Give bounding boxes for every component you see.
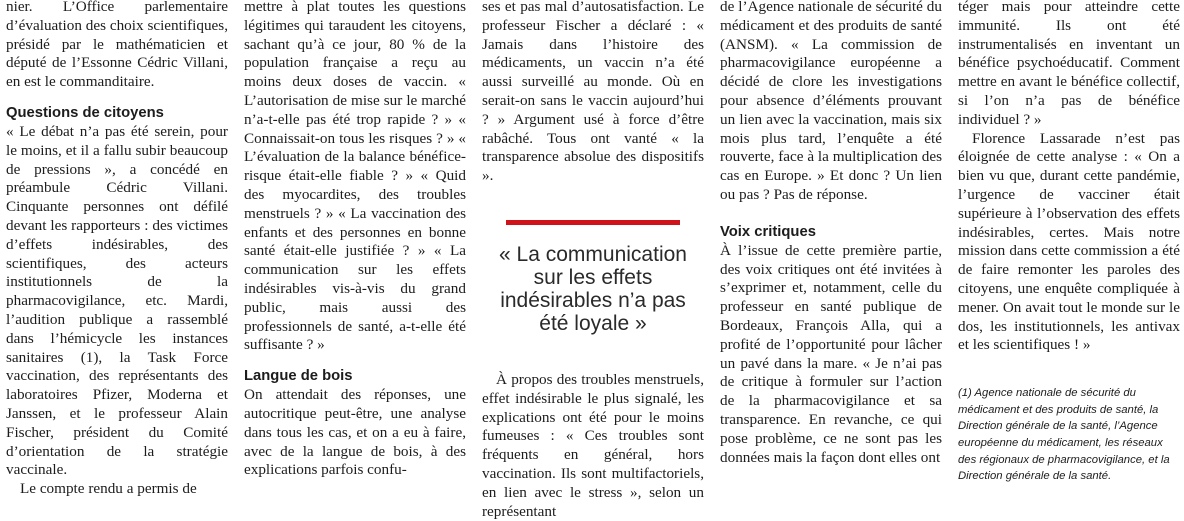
body-paragraph: ses et pas mal d’autosatisfaction. Le professeur Fischer a déclaré : « Jamais dans l’histoire des médicaments, un vaccin n’a été aussi surveillé au monde. Où en serait-on sans le vaccin aujourd’hui ? » Argument usé à force d’être rabâché. Tous ont vanté « la transparence absolue des dispositifs ». xyxy=(482,0,704,185)
article-column-1 xyxy=(6,0,228,498)
body-paragraph: mettre à plat toutes les questions légitimes qui taraudent les citoyens, sachant qu’à ce jour, 80 % de la population française a reçu au moins deux doses de vaccin. « L’autorisation de mise sur le marché n’a-t-elle pas été trop rapide ? » « Connaissait-on tous les risques ? » « L’évaluation de la balance bénéfice-risque était-elle fiable ? » « Quid des myocardites, des troubles menstruels ? » « La vaccination des enfants et des personnes en bonne santé était-elle justifiée ? » « La communication sur les effets indésirables vis-à-vis du grand public, mais aussi des professionnels de santé, a-t-elle été suffisante ? » xyxy=(244,0,466,354)
body-paragraph: « Le débat n’a pas été serein, pour le moins, et il a fallu subir beaucoup de pressions », a concédé en préambule Cédric Villani. Cinquante personnes ont défilé devant les rapporteurs : des victimes d’effets indésirables, des scientifiques, des acteurs institutionnels de la pharmacovigilance, etc. Mardi, l’audition publique a rassemblé dans l’hémicycle les instances sanitaires (1), la Task Force vaccination, des représentants des laboratoires Pfizer, Moderna et Janssen, et le professeur Alain Fischer, président du Comité d’orientation de la stratégie vaccinale. xyxy=(6,122,228,479)
pull-quote: « La communication sur les effets indésirables n’a pas été loyale » xyxy=(499,242,687,335)
section-heading: Langue de bois xyxy=(244,368,353,385)
body-paragraph: de l’Agence nationale de sécurité du médicament et des produits de santé (ANSM). « La commission de pharmacovigilance européenne a décidé de clore les investigations pour absence d’éléments prouvant un lien avec la vaccination, mais six mois plus tard, l’enquête a été rouverte, face à la multiplication des cas en Europe. » Et donc ? Un lien ou pas ? Pas de réponse. xyxy=(720,0,942,203)
body-paragraph: téger mais pour atteindre cette immunité. Ils ont été instrumentalisés en inventant un bénéfice psychoéducatif. Comment mettre en avant le bénéfice collectif, si l’on n’a pas de bénéfice individuel ? » xyxy=(958,0,1180,128)
section-heading: Voix critiques xyxy=(720,223,816,240)
body-paragraph: À propos des troubles menstruels, effet indésirable le plus signalé, les explications ont été pour le moins fumeuses : « Ces troubles sont fréquents en général, hors vaccination. Ils sont multifactoriels, en lien avec le stress », selon un représentant xyxy=(482,370,704,520)
article-column-3 xyxy=(482,0,704,520)
body-paragraph: Le compte rendu a permis de xyxy=(20,480,197,498)
article-column-2 xyxy=(244,0,466,488)
article-column-4 xyxy=(720,0,942,488)
body-paragraph: nier. L’Office parlementaire d’évaluation des choix scientifiques, présidé par le mathématicien et député de l’Essonne Cédric Villani, en est le commanditaire. xyxy=(6,0,228,91)
pull-quote-accent-bar xyxy=(506,220,680,225)
body-paragraph: On attendait des réponses, une autocritique peut-être, une analyse dans tous les cas, et on a eu à faire, avec de la langue de bois, à des explications parfois confu- xyxy=(244,386,466,479)
body-paragraph: À l’issue de cette première partie, des voix critiques ont été invitées à s’exprimer et, notamment, celle du professeur en santé publique de Bordeaux, François Alla, qui a profité de l’opportunité pour lâcher un pavé dans la mare. « Je n’ai pas de critique à formuler sur l’action de la pharmacovigilance et sa transparence. En revanche, ce qui pose problème, ce ne sont pas les données mais la façon dont elles ont xyxy=(720,241,942,466)
section-heading: Questions de citoyens xyxy=(6,104,164,121)
article-column-5 xyxy=(958,0,1180,488)
body-paragraph: Florence Lassarade n’est pas éloignée de cette analyse : « On a bien vu que, durant cette pandémie, l’urgence de vacciner était supérieure à l’observation des effets indésirables, certes. Mais notre mission dans cette commission a été de faire remonter les paroles des citoyens, une enquête compliquée à mener. On avait tout le monde sur le dos, les institutionnels, les antivax et les scientifiques ! » xyxy=(958,129,1180,354)
footnote: (1) Agence nationale de sécurité du médicament et des produits de santé, la Direction générale de la santé, l’Agence européenne du médicament, les réseaux des régionaux de pharmacovigilance, et la Direction générale de la santé. xyxy=(958,387,1170,483)
